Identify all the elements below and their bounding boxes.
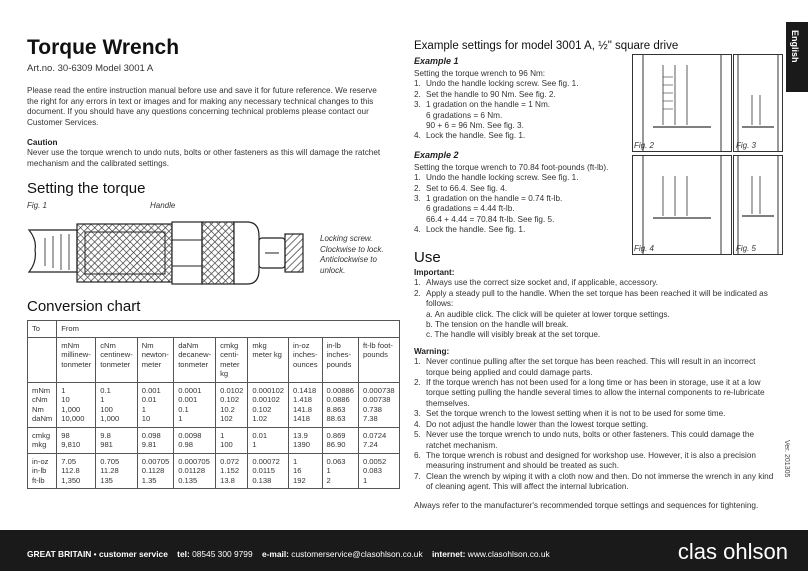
list-item: 2. Set to 66.4. See fig. 4. [414,183,508,193]
article-number: Art.no. 30-6309 Model 3001 A [27,63,154,74]
to-label: To [28,321,57,338]
value-cell: 0.1418 1.418 141.8 1418 [289,382,322,427]
fig4-caption: Fig. 4 [634,244,655,253]
footer-contact: GREAT BRITAIN • customer service tel: 08545 300 9799 e-mail: customerservice@clasohlson.co.uk internet: www.clasohlson.co.uk [27,549,550,559]
value-cell: 9.8 981 [96,427,138,453]
locking-screw-note: Locking screw. Clockwise to lock. Anticlockwise to unlock. [320,234,384,275]
email-link[interactable]: customerservice@clasohlson.co.uk [291,549,423,559]
from-label: From [57,321,399,338]
column-header: cNm centinew-tonmeter [96,337,138,382]
footer-bar [0,530,808,571]
list-item: 4. Lock the handle. See fig. 1. [414,225,526,235]
list-item: 1. Always use the correct size socket and, if applicable, accessory. [414,278,658,288]
value-cell: 0.000738 0.00738 0.738 7.38 [358,382,399,427]
fig5-caption: Fig. 5 [736,244,757,253]
fig3-box [733,54,783,152]
value-cell: 0.0724 7.24 [358,427,399,453]
fig2-box [632,54,732,152]
column-header: Nm newton-meter [137,337,173,382]
example-heading: Example settings for model 3001 A, ½" square drive [414,40,679,52]
list-item: 1. Undo the handle locking screw. See fig. 1. [414,79,579,89]
list-item: 90 + 6 = 96 Nm. See fig. 3. [426,121,524,131]
list-item: 66.4 + 4.44 = 70.84 ft-lb. See fig. 5. [426,214,555,224]
brand-logo: clas ohlson [677,539,788,564]
value-cell: 0.705 11.28 135 [96,453,138,489]
value-cell: 0.098 9.81 [137,427,173,453]
use-heading: Use [414,249,441,266]
fig4-scale-illustration [633,156,731,254]
page-title: Torque Wrench [27,36,180,59]
list-item: 6. The torque wrench is robust and designed for workshop use. However, it is also a precision measuring instrument and should be treated as such. [414,450,756,471]
value-cell: 1 16 192 [289,453,322,489]
list-item: 1. Never continue pulling after the set torque has been reached. This will result in an incorrect torque being applied and could damage parts. [414,357,756,377]
value-cell: 0.00072 0.0115 0.138 [248,453,289,489]
fig1-label: Fig. 1 [27,201,48,210]
list-item: 5. Never use the torque wrench to undo nuts, bolts or other fasteners. This could damage the ratchet mechanism. [414,430,754,450]
value-cell: 0.001 0.01 1 10 [137,382,173,427]
value-cell: 0.063 1 2 [322,453,358,489]
column-header: in-oz inches-ounces [289,337,322,382]
website-link[interactable]: www.clasohlson.co.uk [467,549,550,559]
list-item: b. The tension on the handle will break. [426,320,569,330]
important-heading: Important: [414,268,455,277]
fig4-box [632,155,732,255]
phone-number: 08545 300 9799 [192,549,253,559]
value-cell: 0.072 1.152 13.8 [216,453,248,489]
value-cell: 0.00886 0.0886 8.863 88.63 [322,382,358,427]
fig3-caption: Fig. 3 [736,141,757,150]
list-item: 1. Undo the handle locking screw. See fig. 1. [414,173,579,183]
list-item: 4. Lock the handle. See fig. 1. [414,131,526,141]
column-header: in-lb inches-pounds [322,337,358,382]
conversion-table [27,320,400,489]
value-cell: 0.869 86.90 [322,427,358,453]
value-cell: 0.0102 0.102 10.2 102 [216,382,248,427]
table-row [28,453,400,489]
example2-steps [414,173,629,235]
caution-text: Never use the torque wrench to undo nuts, bolts or other fasteners as this will damage the ratchet mechanism and the calibrated settings. [27,148,381,168]
list-item: 2. Set the handle to 90 Nm. See fig. 2. [414,89,556,99]
example1-heading: Example 1 [414,56,459,66]
table-row [28,427,400,453]
table-header-row [28,321,400,338]
list-item: a. An audible click. The click will be quieter at lower torque settings. [426,309,670,319]
value-cell: 0.000102 0.00102 0.102 1.02 [248,382,289,427]
column-header: ft-lb foot-pounds [358,337,399,382]
fig5-scale-illustration [734,156,782,254]
value-cell: 0.000705 0.01128 0.135 [174,453,216,489]
unit-cell: in-oz in-lb ft-lb [28,453,57,489]
closing-text: Always refer to the manufacturer's recommended torque settings and sequences for tightening. [414,500,759,510]
value-cell: 0.00705 0.1128 1.35 [137,453,173,489]
language-tab: English [786,22,808,92]
column-header: mNm millinew-tonmeter [57,337,96,382]
list-item: c. The handle will visibly break at the set torque. [426,330,601,340]
list-item: 3. 1 gradation on the handle = 1 Nm. [414,100,551,110]
column-header: cmkg centi-meter kg [216,337,248,382]
setting-heading: Setting the torque [27,180,146,197]
chart-heading: Conversion chart [27,298,141,315]
table-row [28,382,400,427]
list-item: 3. Set the torque wrench to the lowest setting when it is not to be used for some time. [414,409,726,419]
list-item: 7. Clean the wrench by wiping it with a cloth now and then. Do not immerse the wrench in any kind of cleaning agent. This will affect the internal lubrication. [414,471,774,492]
caution-heading: Caution [27,138,58,147]
value-cell: 0.0052 0.083 1 [358,453,399,489]
handle-label: Handle [150,201,176,210]
fig2-caption: Fig. 2 [634,141,655,150]
unit-cell: cmkg mkg [28,427,57,453]
list-item: 2. Apply a steady pull to the handle. When the set torque has been reached it will be indicated as follows: [414,288,768,309]
unit-cell: mNm cNm Nm daNm [28,382,57,427]
table-column-row [28,337,400,382]
wrench-illustration [27,210,327,290]
list-item: 2. If the torque wrench has not been used for a long time or has been in storage, use it at a low torque setting pulling the handle several times to allow the internal components to re-lubricate themselves. [414,378,765,408]
list-item: 4. Do not adjust the handle lower than the lowest torque setting. [414,419,649,429]
warning-list [414,357,776,492]
warning-heading: Warning: [414,346,450,356]
value-cell: 0.1 1 100 1,000 [96,382,138,427]
value-cell: 98 9,810 [57,427,96,453]
example2-intro: Setting the torque wrench to 70.84 foot-pounds (ft-lb). [414,162,609,172]
fig5-box [733,155,783,255]
intro-text: Please read the entire instruction manual before use and save it for future reference. We reserve the right for any errors in text or images and for making any necessary technical changes to this document. If you should have any questions concerning technical problems please contact our Customer Services. [27,86,377,127]
value-cell: 1 100 [216,427,248,453]
version-label: Ver. 201305 [783,440,790,478]
fig3-scale-illustration [734,55,782,151]
important-list [414,278,776,340]
column-header: mkg meter kg [248,337,289,382]
column-header: daNm decanew-tonmeter [174,337,216,382]
value-cell: 0.0001 0.001 0.1 1 [174,382,216,427]
value-cell: 0.01 1 [248,427,289,453]
example1-steps [414,79,629,141]
value-cell: 7.05 112.8 1,350 [57,453,96,489]
list-item: 3. 1 gradation on the handle = 0.74 ft-lb. [414,194,563,204]
value-cell: 1 10 1,000 10,000 [57,382,96,427]
example2-heading: Example 2 [414,149,459,160]
value-cell: 13.9 1390 [289,427,322,453]
fig2-scale-illustration [633,55,731,151]
list-item: 6 gradations = 6 Nm. [426,110,503,120]
list-item: 6 gradations = 4.44 ft-lb. [426,204,515,214]
example1-intro: Setting the torque wrench to 96 Nm: [414,69,546,78]
value-cell: 0.0098 0.98 [174,427,216,453]
